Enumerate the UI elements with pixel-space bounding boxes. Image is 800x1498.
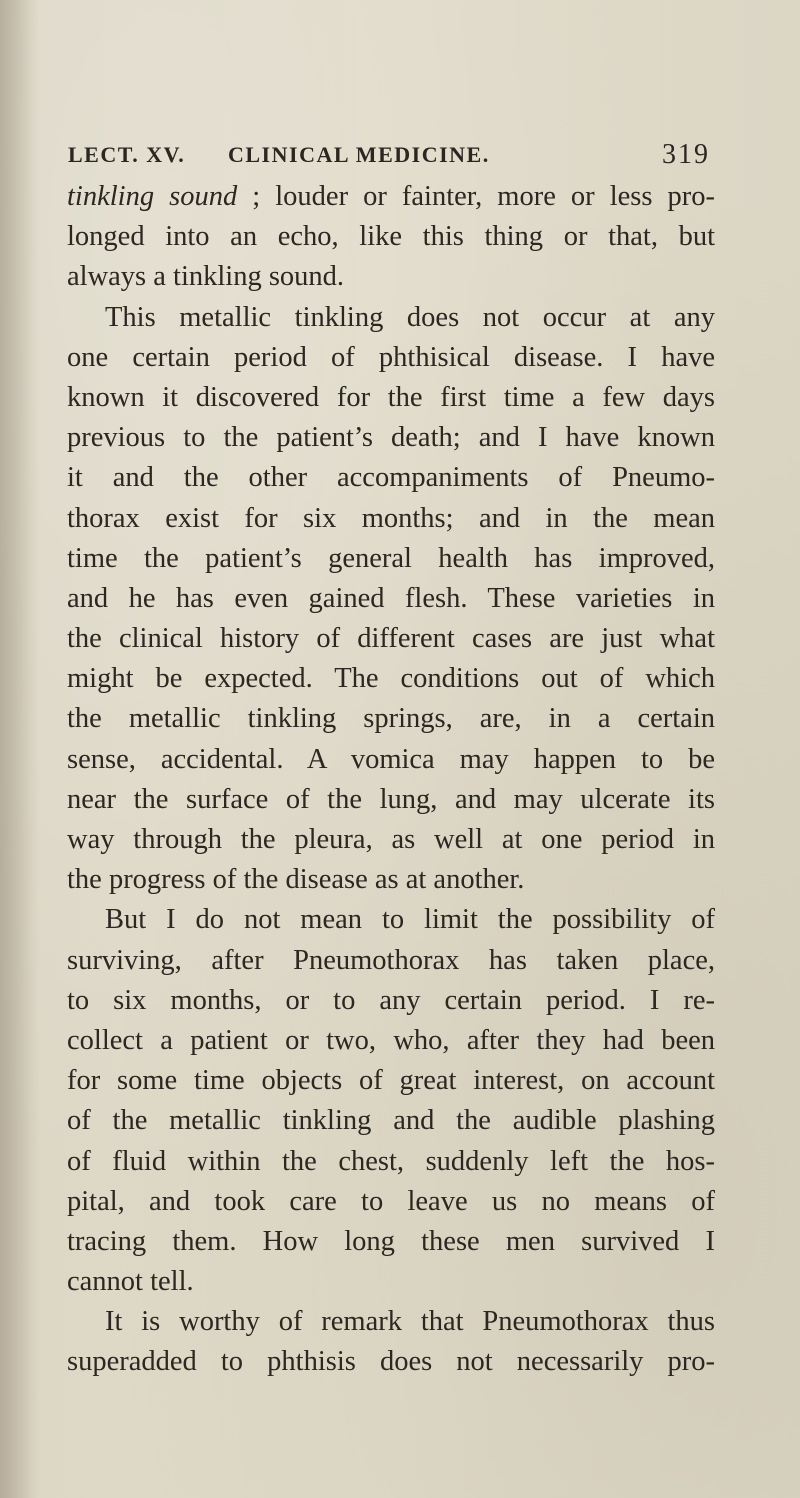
text-line: collect a patient or two, who, after they had been	[67, 1024, 715, 1056]
page-number: 319	[662, 139, 710, 170]
text-line: known it discovered for the first time a few days	[67, 381, 715, 413]
text-line: for some time objects of great interest, on account	[67, 1065, 715, 1097]
text-line: of fluid within the chest, suddenly left the hos-	[67, 1145, 715, 1177]
text-line: way through the pleura, as well at one period in	[67, 824, 715, 855]
running-head	[68, 135, 710, 175]
text-line: thorax exist for six months; and in the mean	[67, 502, 715, 534]
text-line: the metallic tinkling springs, are, in a certain	[67, 703, 715, 735]
text-line: tinkling sound ; louder or fainter, more or less pro-	[67, 181, 715, 212]
text-line: This metallic tinkling does not occur at any	[105, 301, 715, 333]
text-line: to six months, or to any certain period. I re-	[67, 984, 715, 1016]
text-line: might be expected. The conditions out of which	[67, 663, 715, 695]
text-line: one certain period of phthisical disease. I have	[67, 341, 715, 373]
text-line: time the patient’s general health has improved,	[67, 542, 715, 574]
text-line: and he has even gained flesh. These varieties in	[67, 582, 715, 614]
text-line: cannot tell.	[67, 1266, 194, 1298]
text-line: surviving, after Pneumothorax has taken place,	[67, 944, 715, 976]
body-text	[67, 177, 715, 1383]
text-line: pital, and took care to leave us no means of	[67, 1185, 715, 1217]
running-head-title: CLINICAL MEDICINE.	[228, 142, 490, 167]
text-line: superadded to phthisis does not necessarily pro-	[67, 1346, 715, 1378]
text-line: of the metallic tinkling and the audible plashing	[67, 1105, 715, 1137]
text-line: tracing them. How long these men survived I	[67, 1225, 715, 1257]
text-line: always a tinkling sound.	[67, 261, 345, 293]
text-line: the progress of the disease as at another.	[67, 864, 525, 896]
running-head-lecture: LECT. XV.	[68, 142, 186, 167]
text-line: near the surface of the lung, and may ulcerate its	[67, 783, 715, 815]
text-line: It is worthy of remark that Pneumothorax thus	[105, 1306, 715, 1338]
text-line: longed into an echo, like this thing or that, but	[67, 221, 715, 253]
text-line: But I do not mean to limit the possibility of	[105, 904, 715, 936]
page-gutter-shadow	[0, 0, 40, 1498]
italic-phrase: tinkling sound	[67, 181, 253, 212]
text-line: the clinical history of different cases are just what	[67, 623, 715, 655]
text-line: sense, accidental. A vomica may happen to be	[67, 743, 715, 775]
text-line: it and the other accompaniments of Pneumo-	[67, 462, 715, 494]
text-line: previous to the patient’s death; and I have known	[67, 422, 715, 454]
